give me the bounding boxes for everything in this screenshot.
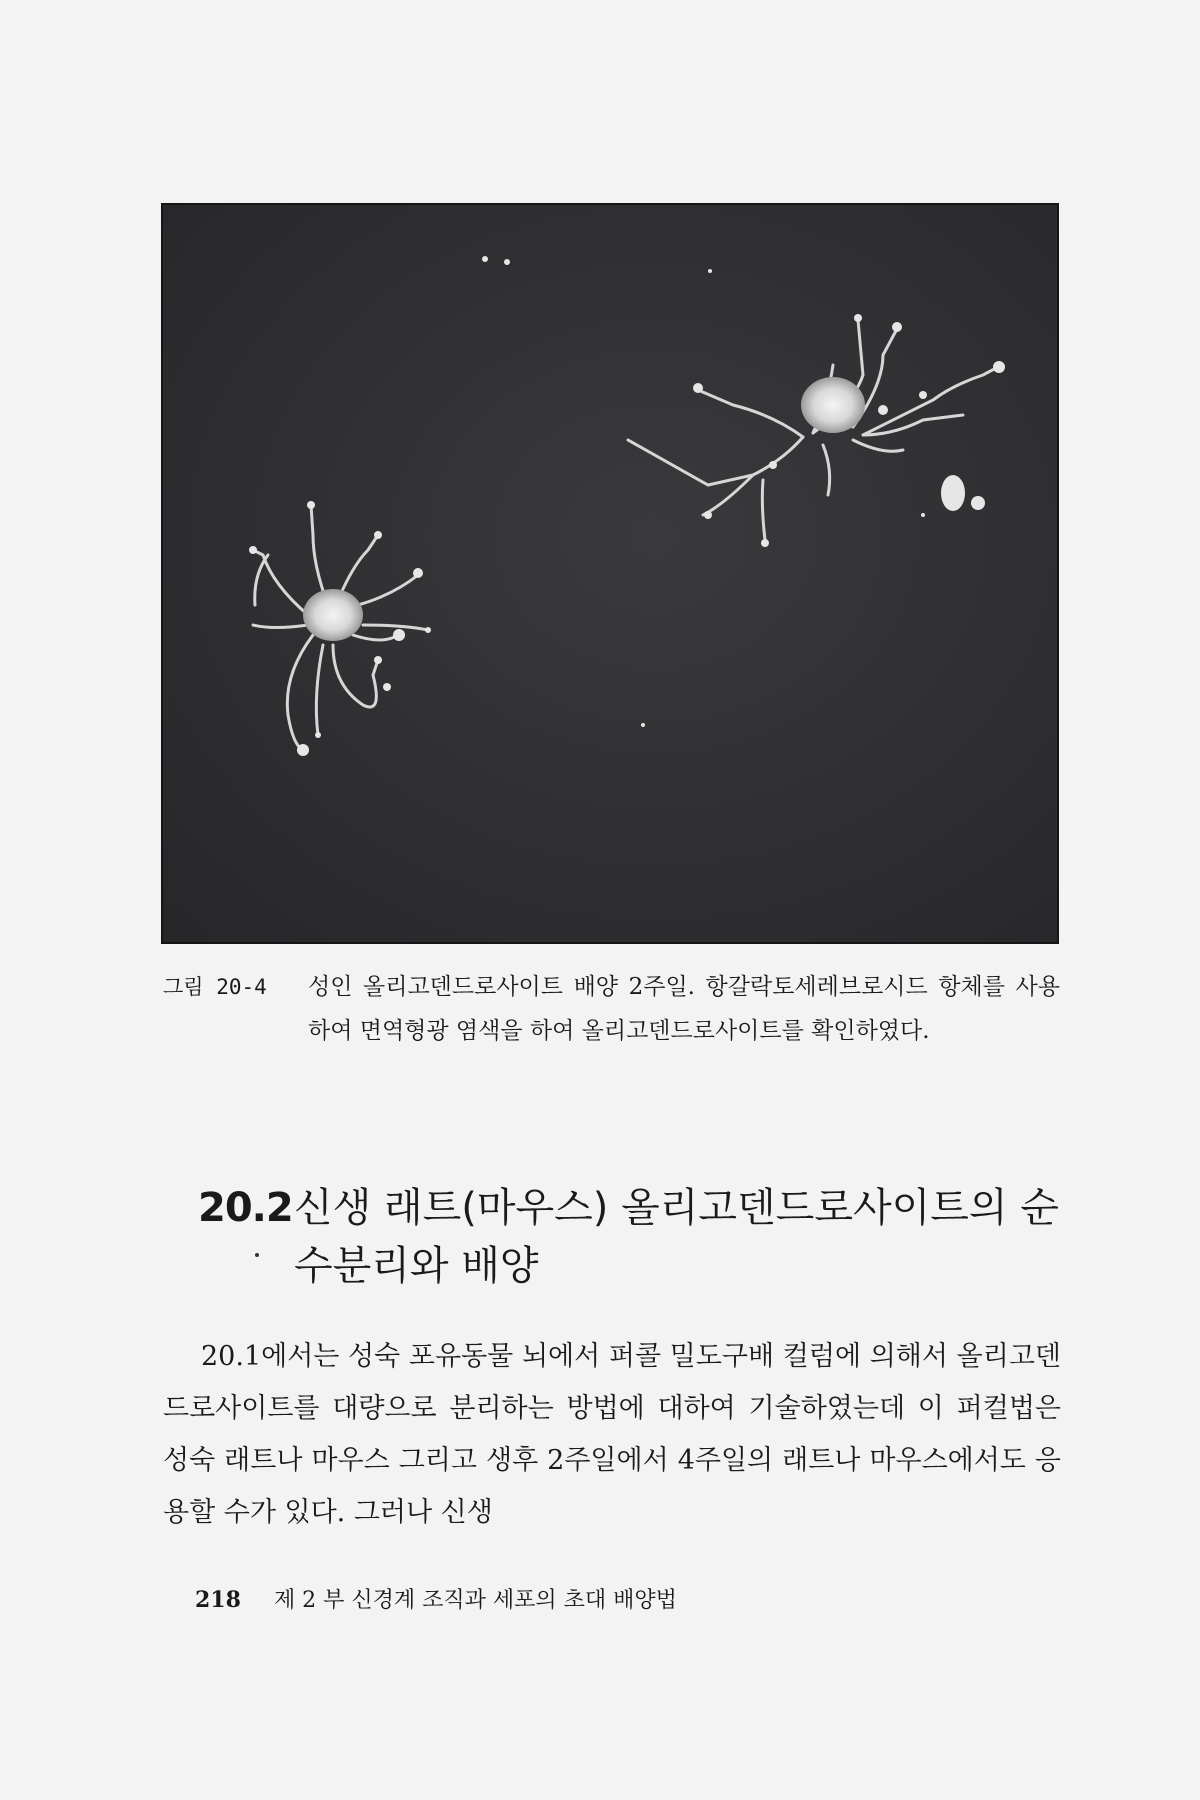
running-title: 제 2 부 신경계 조직과 세포의 초대 배양법 [273,1588,677,1613]
figure-caption-text: 성인 올리고덴드로사이트 배양 2주일. 항갈락토세레브로시드 항체를 사용하여 면역형광 염색을 하여 올리고덴드로사이트를 확인하였다. [308,974,1060,1044]
page-number: 218 [195,1587,241,1613]
bullet-dot [255,1253,259,1257]
micrograph-image [163,205,1057,942]
cell-body-left [303,589,363,641]
section-number: 20.2 [198,1185,293,1231]
micrograph-figure [161,203,1059,944]
figure-label: 그림 20-4 [163,975,267,999]
body-paragraph: 20.1에서는 성숙 포유동물 뇌에서 퍼콜 밀도구배 컬럼에 의해서 올리고덴드로사이트를 대량으로 분리하는 방법에 대하여 기술하였는데 이 퍼컬법은 성숙 래트나 마우스 그리고 생후 2주일에서 4주일의 래트나 마우스에서도 응용할 수가 있다. 그러나 신생 [163,1341,1061,1528]
cell-body-right [801,377,865,433]
page-footer [195,1585,895,1616]
section-title: 신생 래트(마우스) 올리고덴드로사이트의 순수분리와 배양 [294,1185,1059,1289]
